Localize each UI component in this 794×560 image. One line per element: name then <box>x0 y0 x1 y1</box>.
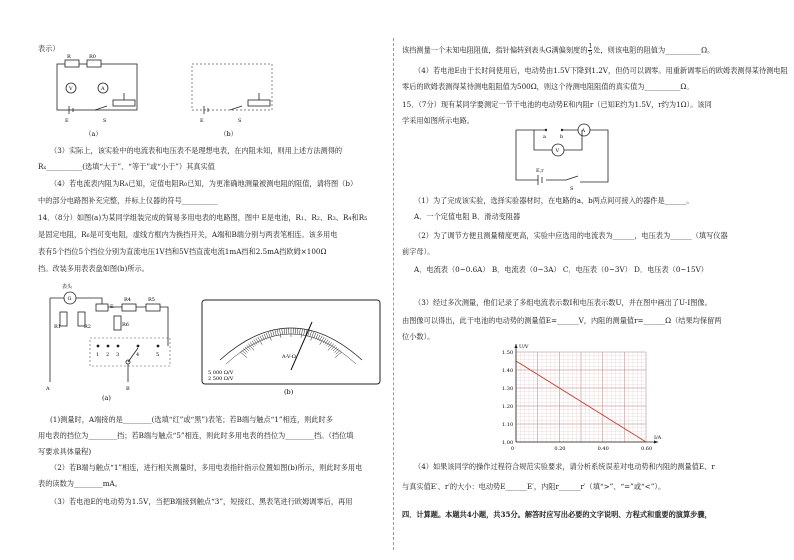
chart-x-tick-label: 0 <box>511 446 515 452</box>
svg-text:S: S <box>103 118 107 124</box>
chart-y-tick-label: 1.50 <box>502 350 514 356</box>
q13-3-line1: （3）实际上，该实验中的电流表和电压表不是理想电表，在内阻未知，则用上述方法测得的 <box>50 146 343 155</box>
q13-4-line1: （4）若电流表内阻为RA已知，定值电阻R0已知，为更准确地测量被测电阻的阻值，请将图（b） <box>50 179 358 188</box>
q14-1-line2: 用电表的挡位为________挡；若B端与触点“5”相连，则此时多用电表的挡位为________挡。（挡位填 <box>38 431 354 440</box>
fig14a-label: (a) <box>102 394 111 402</box>
q15-3-line1: （3）经过多次测量，他们记录了多组电流表示数I和电压表示数U，并在图中画出了U-I图像。 <box>414 298 712 307</box>
fig14b-label: (b) <box>284 388 294 396</box>
svg-text:R4: R4 <box>124 297 131 303</box>
q15-line2: 学采用如图所示电路。 <box>402 116 474 125</box>
svg-text:R0: R0 <box>89 54 96 60</box>
q15-2-options: A．电流表（0~0.6A） B．电流表（0~3A） C．电压表（0~3V） D．电压表（0~15V） <box>414 265 708 274</box>
chart-x-tick-label: 0.60 <box>641 446 653 452</box>
svg-text:3: 3 <box>116 352 120 358</box>
dial-note1: 5 000 Ω/V <box>208 370 234 376</box>
svg-text:R1: R1 <box>54 324 61 330</box>
chart-grid <box>516 352 646 442</box>
chart-y-tick-label: 1.30 <box>502 386 514 392</box>
multimeter-circuit-14a <box>42 282 182 402</box>
svg-text:E: E <box>200 118 204 124</box>
q14-4-line2: 零后的欧姆表测得某待测电阻阻值为500Ω，则这个待测电阻阻值的真实值为__________Ω。 <box>402 82 694 91</box>
chart-y-tick-label: 1.40 <box>502 368 514 374</box>
section-4-heading: 四．计算题。本题共4小题，共35分。解答时应写出必要的文字说明、方程式和重要的演算步骤， <box>402 510 712 519</box>
q13-3-line2: Rx__________(选填“大于”、“等于”或“小于”）其真实值 <box>38 162 215 171</box>
chart-y-tick-label: 1.20 <box>502 404 514 410</box>
point-a: a <box>543 134 546 140</box>
q14-2-line2: 表的读数为________mA。 <box>38 479 122 488</box>
u-i-chart <box>486 340 676 456</box>
svg-text:E: E <box>110 304 114 310</box>
q14-2-line1: （2）若B端与触点“1”相连，进行相关测量时，多用电表指针指示位置如图(b)所示，则此时多用电 <box>50 463 363 472</box>
q14-1-line1: (1)测量时，A端接的是________(选填“红”或“黑”)表笔；若B端与触点“1”相连，则此时多 <box>50 415 333 424</box>
dial-note2: 2 500 Ω/V <box>208 376 234 382</box>
svg-text:R6: R6 <box>122 322 129 328</box>
voltmeter-label: V <box>555 148 560 154</box>
q15-4-line2: 与真实值E′、r′的大小：电动势E______E′，内阻r______r′（填“>”、“=”或“<”）。 <box>402 482 666 491</box>
chart-y-axis-label: U/V <box>519 344 529 350</box>
q14-line1: 14．（8分）如图(a)为某同学组装完成的简易多用电表的电路图，图中 E是电池，R1、R2、R3、R4和R5 <box>38 213 368 222</box>
ammeter-label: A <box>581 128 586 134</box>
circuit-figure-13a <box>55 54 145 138</box>
chart-x-tick-label: 0.40 <box>597 446 609 452</box>
meter-dial-14b <box>200 298 382 396</box>
chart-x-axis-label: I/A <box>654 435 662 441</box>
chart-y-arrow <box>514 344 517 348</box>
circuit-figure-13b <box>190 60 280 138</box>
q14-line4: 挡。改装多用表表盘如图(b)所示。 <box>38 264 149 273</box>
point-b: b <box>560 134 564 140</box>
switch-label: S <box>570 186 574 192</box>
svg-text:1: 1 <box>96 352 100 358</box>
q14-4-line1: （4）若电池E由于长时间使用后，电动势由1.5V下降到1.2V，但仍可以调零。用重新调零后的欧姆表测得某待测电阻 <box>414 66 788 75</box>
chart-x-tick-label: 0.20 <box>554 446 566 452</box>
end-a: A <box>46 386 50 392</box>
svg-text:2: 2 <box>106 352 110 358</box>
q15-1-options: A．一个定值电阻 B．滑动变阻器 <box>414 212 521 221</box>
svg-text:V: V <box>69 86 73 92</box>
q15-line1: 15．（7分）现有某同学要测定一节干电池的电动势E和内阻r（已知E约为1.5V，r约为1Ω）。该同 <box>402 100 712 109</box>
q14-3-line1: （3）若电池E的电动势为1.5V，当把B端接到触点“3”，短接红、黑表笔进行欧姆调零后，再用 <box>50 497 353 506</box>
q14-1-line3: 写要求具体量程) <box>38 447 92 456</box>
svg-text:4: 4 <box>136 352 140 358</box>
chart-y-tick-label: 1.10 <box>502 422 514 428</box>
svg-text:5: 5 <box>156 352 160 358</box>
q15-3-line3: 位小数）。 <box>402 332 435 341</box>
q15-4-line1: （4）如果该同学的操作过程符合规范实验要求，请分析系统误差对电动势和内阻的测量值E、r <box>414 462 715 471</box>
end-b: B <box>126 386 130 392</box>
meter-label: 表头 <box>62 284 73 290</box>
q13-4-line2: 中的部分电路图补充完整，并标上仪器的符号__________ <box>38 196 218 205</box>
q15-2-line1: （2）为了调节方便且测量精度更高，实验中应选用的电流表为______，电压表为______（填写仪器 <box>414 231 728 240</box>
q15-1-line1: （1）为了完成该实验，选择实验器材时，在电路的a、b两点间可接入的器件是______。 <box>414 196 694 205</box>
chart-y-tick-label: 1.00 <box>502 440 514 446</box>
svg-text:R: R <box>67 54 71 60</box>
q15-3-line2: 由图像可以得出，此干电池的电动势的测量值E=______V，内阻的测量值r=______Ω（结果均保留两 <box>402 316 722 325</box>
battery-label: E,r <box>536 168 544 174</box>
column-divider <box>393 38 394 550</box>
svg-text:S: S <box>238 118 242 124</box>
svg-text:A: A <box>101 86 105 92</box>
svg-text:G: G <box>67 296 72 302</box>
cont-line1: 该挡测量一个未知电阻阻值，指针偏转到表头G满偏刻度的 $\frac{1}{5}$ 处，则该电阻的阻值为__________Ω。 <box>402 43 715 57</box>
svg-text:R2: R2 <box>84 324 91 330</box>
dial-unit: A-V-Ω <box>282 354 296 360</box>
fig13a-label: （a） <box>85 130 102 138</box>
fragment-top: 表示） <box>38 44 60 53</box>
svg-text:E: E <box>65 118 69 124</box>
q15-2-line2: 前字母）。 <box>402 247 435 256</box>
q14-line2: 是固定电阻，R6是可变电阻，虚线方框内为换挡开关，A端和B端分别与两表笔相连。该多用电 <box>38 230 338 239</box>
q14-line3: 表有5个挡位5个挡位分别为直流电压1V挡和5V挡直流电流1mA挡和2.5mA挡欧姆×100Ω <box>38 247 327 256</box>
battery-circuit-15 <box>510 124 615 194</box>
chart-axes <box>514 344 658 444</box>
svg-text:R5: R5 <box>148 297 155 303</box>
fig13b-label: （b） <box>220 130 238 138</box>
